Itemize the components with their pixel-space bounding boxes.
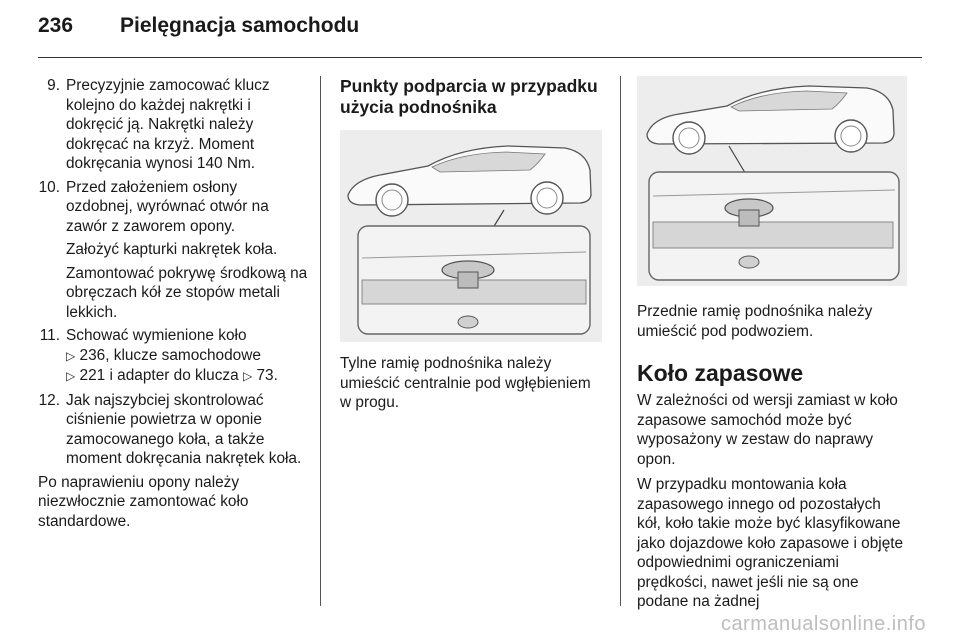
column-middle (340, 76, 606, 419)
list-item (38, 76, 308, 174)
section-heading: Punkty podparcia w przypadku użycia podnośnika (340, 76, 598, 117)
rear-jack-point-illustration (340, 130, 602, 342)
step-text: Zamontować pokrywę środkową na obręczach kół ze stopów metali lekkich. (66, 264, 308, 321)
list-item (38, 391, 308, 469)
section-heading: Koło zapasowe (637, 360, 804, 386)
car-jack-illustration (340, 130, 602, 342)
step-number: 12. (38, 391, 60, 409)
step-text-part: . (273, 367, 278, 384)
column-left (38, 76, 308, 537)
front-jack-point-illustration (637, 76, 907, 286)
column-divider (620, 76, 621, 606)
step-text: Przed założeniem osłony ozdobnej, wyrównać otwór na zawór z zaworem opony. (66, 178, 269, 235)
step-text: Jak najszybciej skontrolować ciśnienie powietrza w oponie zamocowanego koła, a także moment dokręcania nakrętek koła. (66, 391, 302, 467)
page-ref-link[interactable]: 73 (256, 367, 274, 384)
step-text-part: i adapter do klucza (105, 367, 243, 384)
header-rule (38, 57, 922, 58)
step-text: Założyć kapturki nakrętek koła. (66, 241, 278, 258)
steps-list (38, 76, 308, 469)
body-paragraph: W zależności od wersji zamiast w koło zapasowe samochód może być wyposażony w zestaw do naprawy opon. (637, 392, 898, 468)
page-ref-icon[interactable]: ▷ (66, 348, 76, 363)
body-paragraph: W przypadku montowania koła zapasowego innego od pozostałych kół, koło takie może być klasyfikowane jako dojazdowe koło zapasowe i objęte odpowiednimi ograniczeniami prędkości, nawet jeśli nie są one podane na żadnej (637, 476, 904, 610)
watermark: carmanualsonline.info (720, 613, 926, 635)
car-jack-illustration (637, 76, 907, 286)
step-text-part: Schować wymienione koło (66, 327, 247, 344)
page-ref-link[interactable]: 221 (79, 367, 106, 384)
list-item (38, 178, 308, 323)
page-number: 236 (38, 14, 74, 37)
step-number: 11. (39, 327, 60, 344)
page-ref-icon[interactable]: ▷ (66, 369, 76, 383)
step-text (66, 326, 308, 387)
figure-caption: Tylne ramię podnośnika należy umieścić centralnie pod wgłębieniem w progu. (340, 355, 591, 411)
column-right (637, 76, 905, 618)
page-header (38, 14, 359, 38)
column-divider (320, 76, 321, 606)
closing-paragraph: Po naprawieniu opony należy niezwłocznie zamontować koło standardowe. (38, 473, 249, 530)
figure-caption: Przednie ramię podnośnika należy umieścić pod podwoziem. (637, 303, 873, 340)
step-number: 10. (38, 178, 60, 196)
step-text: Precyzyjnie zamocować klucz kolejno do każdej nakrętki i dokręcić ją. Nakrętki należy dokręcać na krzyż. Moment dokręcania wynosi 140 Nm. (66, 77, 270, 172)
step-text-part: , klucze samochodowe (105, 346, 261, 364)
list-item (38, 326, 308, 387)
chapter-title: Pielęgnacja samochodu (120, 14, 360, 37)
step-number: 9. (47, 77, 60, 94)
page-ref-icon[interactable]: ▷ (242, 369, 253, 383)
page-ref-link[interactable]: 236 (79, 346, 106, 364)
